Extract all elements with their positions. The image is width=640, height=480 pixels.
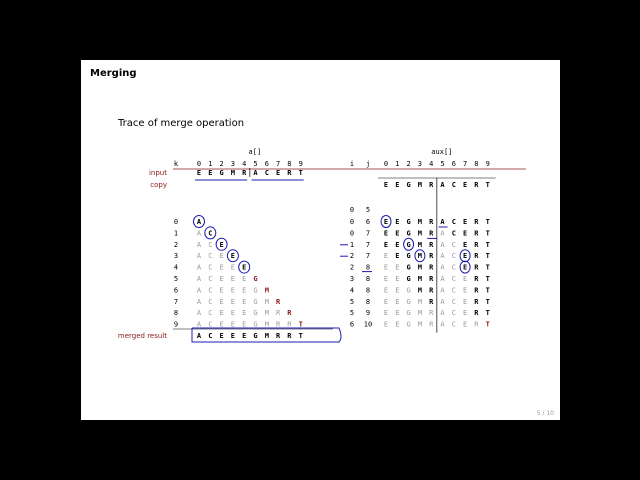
- a-cell-9-7: R: [275, 320, 281, 329]
- a-cell-7-4: E: [242, 297, 247, 306]
- aux-index-8: 8: [474, 160, 479, 168]
- aux-cell-4-1: E: [395, 263, 400, 272]
- aux-cell-0-6: C: [451, 218, 456, 226]
- merged-cell-1: C: [208, 332, 213, 340]
- aux-cell-2-0: E: [383, 240, 389, 249]
- merged-cell-0: A: [196, 332, 202, 340]
- a-cell-7-2: E: [219, 297, 224, 306]
- a-cell-6-6: M: [264, 286, 269, 295]
- k-value-5: 5: [173, 275, 179, 283]
- a-cell-4-0: A: [196, 263, 202, 272]
- a-cell-9-8: R: [287, 320, 292, 329]
- aux-cell-0-8: R: [474, 218, 479, 226]
- input-cell-2: G: [219, 169, 224, 177]
- slide-title: Merging: [90, 68, 137, 79]
- merged-cell-8: R: [287, 332, 292, 340]
- aux-cell-6-7: E: [462, 286, 468, 295]
- a-cell-4-1: C: [208, 263, 213, 272]
- aux-cell-5-2: G: [406, 275, 411, 283]
- aux-cell-4-4: R: [429, 263, 434, 272]
- merged-cell-6: M: [264, 332, 269, 340]
- aux-index-5: 5: [440, 160, 445, 168]
- aux-cell-0-4: R: [429, 218, 434, 226]
- aux-cell-2-2: G: [406, 240, 411, 249]
- j-value-3: 7: [365, 252, 371, 261]
- aux-cell-9-6: C: [451, 320, 456, 329]
- aux-cell-7-4: R: [429, 297, 434, 306]
- aux-cell-8-4: R: [429, 309, 434, 318]
- copy-label: copy: [150, 181, 167, 189]
- aux-cell-8-9: T: [485, 309, 490, 318]
- aux-cell-7-7: E: [462, 297, 468, 306]
- a-cell-8-4: E: [242, 309, 247, 318]
- copy-cell-4: R: [429, 181, 434, 189]
- aux-cell-2-6: C: [451, 240, 456, 249]
- a-index-3: 3: [230, 160, 236, 168]
- aux-cell-1-6: C: [451, 229, 456, 238]
- aux-cell-4-0: E: [383, 263, 389, 272]
- j-value-8: 9: [365, 309, 371, 318]
- k-value-0: 0: [173, 218, 179, 226]
- input-cell-4: R: [242, 169, 247, 177]
- merge-trace-figure: [81, 120, 560, 420]
- aux-cell-8-5: A: [440, 309, 445, 318]
- aux-cell-0-9: T: [485, 218, 490, 226]
- a-cell-6-2: E: [219, 286, 224, 295]
- aux-cell-9-3: M: [417, 320, 423, 329]
- aux-cell-1-9: T: [485, 229, 490, 238]
- aux-cell-8-7: E: [462, 309, 468, 318]
- a-cell-3-2: E: [219, 252, 224, 261]
- aux-index-1: 1: [395, 160, 400, 168]
- aux-cell-1-4: R: [429, 229, 434, 238]
- aux-cell-3-3: M: [417, 252, 423, 261]
- aux-cell-0-0: E: [383, 218, 389, 226]
- aux-cell-2-5: A: [440, 240, 445, 249]
- input-cell-6: C: [264, 169, 269, 177]
- a-cell-7-0: A: [196, 297, 202, 306]
- aux-cell-8-8: R: [474, 309, 479, 318]
- a-cell-8-0: A: [196, 309, 202, 318]
- i-value-5: 3: [349, 275, 355, 283]
- i-header: i: [349, 160, 355, 168]
- aux-cell-3-5: A: [440, 252, 445, 261]
- aux-cell-5-7: E: [462, 275, 468, 283]
- a-index-9: 9: [298, 160, 303, 168]
- aux-cell-6-5: A: [440, 286, 445, 295]
- a-cell-7-7: R: [275, 297, 281, 306]
- slide: [81, 60, 560, 420]
- aux-cell-6-9: T: [485, 286, 490, 295]
- input-cell-5: A: [253, 169, 258, 177]
- merged-cell-2: E: [219, 332, 224, 340]
- aux-cell-6-6: C: [451, 286, 456, 295]
- copy-cell-1: E: [395, 181, 400, 189]
- aux-cell-5-6: C: [451, 275, 456, 283]
- aux-cell-3-6: C: [451, 252, 456, 261]
- merged-cell-4: E: [242, 332, 247, 340]
- aux-cell-1-5: A: [440, 229, 445, 238]
- a-cell-4-2: E: [219, 263, 224, 272]
- aux-index-2: 2: [406, 160, 411, 168]
- aux-cell-7-5: A: [440, 297, 445, 306]
- input-cell-3: M: [230, 169, 236, 177]
- a-cell-9-4: E: [242, 320, 247, 329]
- aux-cell-9-1: E: [395, 320, 400, 329]
- aux-cell-1-2: G: [406, 229, 411, 238]
- j-value-0: 6: [365, 218, 371, 226]
- a-cell-6-4: E: [242, 286, 247, 295]
- copy-cell-7: E: [462, 181, 468, 189]
- k-value-4: 4: [173, 263, 179, 272]
- copy-cell-8: R: [474, 181, 479, 189]
- i-value-7: 5: [349, 297, 355, 306]
- i-value-9: 6: [349, 320, 355, 329]
- aux-cell-4-3: M: [417, 263, 423, 272]
- a-cell-2-1: C: [208, 240, 213, 249]
- a-cell-6-0: A: [196, 286, 202, 295]
- aux-cell-2-7: E: [462, 240, 468, 249]
- aux-cell-2-9: T: [485, 240, 490, 249]
- aux-cell-6-2: G: [406, 286, 411, 295]
- a-cell-7-1: C: [208, 297, 213, 306]
- j-header: j: [365, 160, 371, 168]
- k-value-8: 8: [173, 309, 179, 318]
- aux-cell-7-8: R: [474, 297, 479, 306]
- aux-cell-5-4: R: [429, 275, 434, 283]
- j-value-5: 8: [365, 275, 371, 283]
- a-cell-1-0: A: [196, 229, 202, 238]
- a-cell-6-3: E: [230, 286, 236, 295]
- a-cell-7-3: E: [230, 297, 236, 306]
- a-index-1: 1: [208, 160, 213, 168]
- aux-cell-7-6: C: [451, 297, 456, 306]
- aux-index-0: 0: [383, 160, 389, 168]
- a-index-4: 4: [242, 160, 247, 168]
- copy-cell-5: A: [440, 181, 445, 189]
- aux-cell-4-5: A: [440, 263, 445, 272]
- aux-cell-3-1: E: [395, 252, 400, 261]
- aux-index-7: 7: [462, 160, 468, 168]
- a-cell-7-6: M: [264, 297, 269, 306]
- i-value-4: 2: [349, 263, 355, 272]
- i-value-8: 5: [349, 309, 355, 318]
- input-cell-1: E: [208, 169, 213, 177]
- a-cell-9-9: T: [298, 320, 303, 329]
- input-label: input: [148, 169, 167, 177]
- aux-cell-3-8: R: [474, 252, 479, 261]
- aux-cell-6-8: R: [474, 286, 479, 295]
- aux-cell-7-1: E: [395, 297, 400, 306]
- a-cell-2-0: A: [196, 240, 202, 249]
- k-value-3: 3: [173, 252, 179, 261]
- aux-cell-5-5: A: [440, 275, 445, 283]
- aux-cell-0-2: G: [406, 218, 411, 226]
- input-cell-9: T: [298, 169, 303, 177]
- merged-result-label: merged result: [117, 332, 167, 340]
- aux-cell-1-7: E: [462, 229, 468, 238]
- a-cell-4-3: E: [230, 263, 236, 272]
- aux-index-9: 9: [485, 160, 490, 168]
- a-cell-4-4: E: [242, 263, 247, 272]
- aux-cell-6-3: M: [417, 286, 423, 295]
- a-cell-5-2: E: [219, 275, 224, 283]
- aux-cell-3-4: R: [429, 252, 434, 261]
- a-cell-5-5: G: [253, 275, 258, 283]
- i-value-2: 1: [349, 240, 355, 249]
- aux-cell-8-3: M: [417, 309, 423, 318]
- input-cell-7: E: [275, 169, 281, 177]
- aux-cell-9-9: T: [485, 320, 490, 329]
- aux-cell-5-0: E: [383, 275, 389, 283]
- a-cell-7-5: G: [253, 297, 258, 306]
- merged-cell-7: R: [275, 332, 281, 340]
- a-cell-5-1: C: [208, 275, 213, 283]
- aux-cell-0-5: A: [440, 218, 445, 226]
- a-cell-5-3: E: [230, 275, 236, 283]
- aux-cell-4-7: E: [462, 263, 468, 272]
- aux-cell-8-2: G: [406, 309, 411, 318]
- copy-cell-6: C: [451, 181, 456, 189]
- aux-cell-9-8: R: [474, 320, 479, 329]
- i-value-0: 0: [349, 218, 355, 226]
- a-cell-3-1: C: [208, 252, 213, 261]
- j-value-4: 8: [365, 263, 371, 272]
- a-cell-8-7: R: [275, 309, 281, 318]
- a-cell-6-5: G: [253, 286, 258, 295]
- a-cell-2-2: E: [219, 240, 224, 249]
- aux-cell-1-1: E: [395, 229, 400, 238]
- aux-cell-2-8: R: [474, 240, 479, 249]
- a-index-2: 2: [219, 160, 224, 168]
- aux-cell-3-2: G: [406, 252, 411, 261]
- a-index-5: 5: [253, 160, 258, 168]
- a-array-label: a[]: [248, 148, 262, 156]
- aux-cell-0-1: E: [395, 218, 400, 226]
- copy-cell-9: T: [485, 181, 490, 189]
- a-cell-9-1: C: [208, 320, 213, 329]
- aux-cell-8-1: E: [395, 309, 400, 318]
- aux-cell-4-9: T: [485, 263, 490, 272]
- i-value-6: 4: [349, 286, 355, 295]
- aux-index-3: 3: [417, 160, 423, 168]
- a-cell-9-6: M: [264, 320, 269, 329]
- k-value-2: 2: [173, 240, 179, 249]
- init-i: 0: [349, 206, 355, 214]
- aux-cell-0-3: M: [417, 218, 423, 226]
- a-cell-8-1: C: [208, 309, 213, 318]
- page-number: 5 / 10: [536, 410, 554, 417]
- a-cell-8-8: R: [287, 309, 292, 318]
- a-cell-6-1: C: [208, 286, 213, 295]
- aux-cell-7-9: T: [485, 297, 490, 306]
- aux-cell-4-2: G: [406, 263, 411, 272]
- aux-cell-9-0: E: [383, 320, 389, 329]
- aux-cell-6-1: E: [395, 286, 400, 295]
- a-cell-8-6: M: [264, 309, 269, 318]
- j-value-9: 10: [363, 320, 373, 329]
- i-value-3: 2: [349, 252, 355, 261]
- aux-cell-9-2: G: [406, 320, 411, 329]
- a-index-7: 7: [275, 160, 281, 168]
- aux-cell-2-1: E: [395, 240, 400, 249]
- input-cell-8: R: [287, 169, 292, 177]
- a-cell-9-5: G: [253, 320, 258, 329]
- a-cell-3-0: A: [196, 252, 202, 261]
- a-cell-8-3: E: [230, 309, 236, 318]
- aux-cell-5-9: T: [485, 275, 490, 283]
- aux-cell-0-7: E: [462, 218, 468, 226]
- k-value-6: 6: [173, 286, 179, 295]
- a-cell-0-0: A: [196, 218, 202, 226]
- a-cell-9-3: E: [230, 320, 236, 329]
- copy-cell-3: M: [417, 181, 423, 189]
- aux-cell-7-3: M: [417, 297, 423, 306]
- aux-cell-2-4: R: [429, 240, 434, 249]
- merged-cell-9: T: [298, 332, 303, 340]
- j-value-6: 8: [365, 286, 371, 295]
- aux-index-4: 4: [429, 160, 434, 168]
- a-cell-9-2: E: [219, 320, 224, 329]
- a-index-6: 6: [264, 160, 269, 168]
- j-value-1: 7: [365, 229, 371, 238]
- aux-cell-6-0: E: [383, 286, 389, 295]
- aux-cell-1-8: R: [474, 229, 479, 238]
- merged-cell-5: G: [253, 332, 258, 340]
- aux-cell-5-8: R: [474, 275, 479, 283]
- a-cell-5-4: E: [242, 275, 247, 283]
- aux-cell-3-0: E: [383, 252, 389, 261]
- k-value-7: 7: [173, 297, 179, 306]
- i-value-1: 0: [349, 229, 355, 238]
- aux-cell-9-5: A: [440, 320, 445, 329]
- aux-cell-4-6: C: [451, 263, 456, 272]
- a-cell-1-1: C: [208, 229, 213, 238]
- aux-cell-5-1: E: [395, 275, 400, 283]
- aux-cell-8-6: C: [451, 309, 456, 318]
- a-cell-8-2: E: [219, 309, 224, 318]
- aux-cell-2-3: M: [417, 240, 423, 249]
- aux-cell-4-8: R: [474, 263, 479, 272]
- slide-subtitle: Trace of merge operation: [118, 118, 245, 129]
- j-value-7: 8: [365, 297, 371, 306]
- merged-cell-3: E: [230, 332, 236, 340]
- input-cell-0: E: [196, 169, 202, 177]
- copy-cell-0: E: [383, 181, 389, 189]
- aux-cell-1-3: M: [417, 229, 423, 238]
- a-cell-8-5: G: [253, 309, 258, 318]
- aux-cell-1-0: E: [383, 229, 389, 238]
- aux-index-6: 6: [451, 160, 456, 168]
- j-value-2: 7: [365, 240, 371, 249]
- aux-cell-8-0: E: [383, 309, 389, 318]
- init-j: 5: [365, 206, 371, 214]
- k-header: k: [173, 160, 179, 168]
- a-index-8: 8: [287, 160, 292, 168]
- k-value-9: 9: [173, 320, 179, 329]
- a-cell-9-0: A: [196, 320, 202, 329]
- aux-cell-7-0: E: [383, 297, 389, 306]
- aux-cell-7-2: G: [406, 297, 411, 306]
- copy-cell-2: G: [406, 181, 411, 189]
- a-cell-5-0: A: [196, 275, 202, 283]
- a-cell-3-3: E: [230, 252, 236, 261]
- aux-cell-3-7: E: [462, 252, 468, 261]
- k-value-1: 1: [173, 229, 179, 238]
- a-index-0: 0: [196, 160, 202, 168]
- aux-cell-9-4: R: [429, 320, 434, 329]
- aux-cell-3-9: T: [485, 252, 490, 261]
- aux-cell-5-3: M: [417, 275, 423, 283]
- aux-cell-9-7: E: [462, 320, 468, 329]
- aux-cell-6-4: R: [429, 286, 434, 295]
- aux-array-label: aux[]: [431, 148, 453, 156]
